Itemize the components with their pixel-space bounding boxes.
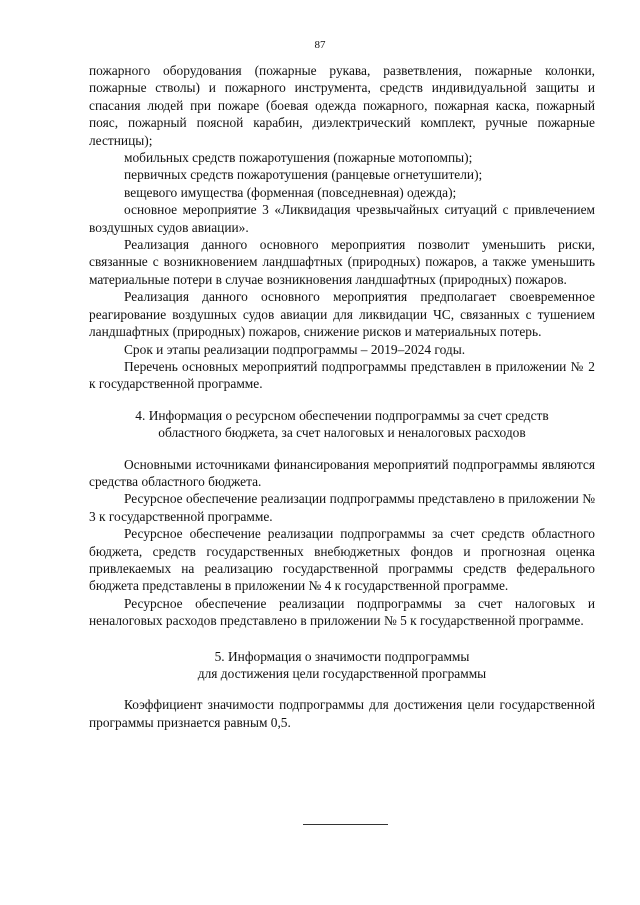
- paragraph: Ресурсное обеспечение реализации подпрограммы представлено в приложении № 3 к государственной программе.: [89, 491, 595, 524]
- paragraph: основное мероприятие 3 «Ликвидация чрезвычайных ситуаций с привлечением воздушных судов авиации».: [89, 202, 595, 235]
- paragraph: первичных средств пожаротушения (ранцевые огнетушители);: [124, 167, 483, 183]
- paragraph: мобильных средств пожаротушения (пожарные мотопомпы);: [124, 150, 473, 166]
- section-heading-line: 5. Информация о значимости подпрограммы: [214, 648, 470, 664]
- paragraph: Ресурсное обеспечение реализации подпрограммы за счет налоговых и неналоговых расходов представлено в приложении № 5 к государственной программе.: [89, 595, 595, 629]
- page-number: 87: [314, 39, 326, 51]
- document-body: [89, 62, 595, 731]
- section-5-heading: [89, 648, 595, 683]
- paragraph: Ресурсное обеспечение реализации подпрограммы за счет средств областного бюджета, средств государственных внебюджетных фондов и прогнозная оценка привлекаемых на реализацию государственной программы средств федерального бюджета представлены в приложении № 4 к государственной программе.: [89, 526, 595, 594]
- paragraph: Основными источниками финансирования мероприятий подпрограммы являются средства областного бюджета.: [89, 456, 595, 489]
- paragraph: вещевого имущества (форменная (повседневная) одежда);: [124, 184, 457, 200]
- section-heading-line: для достижения цели государственной программы: [197, 666, 487, 681]
- paragraph: Коэффициент значимости подпрограммы для достижения цели государственной программы признается равным 0,5.: [89, 697, 595, 730]
- section-heading-line: 4. Информация о ресурсном обеспечении подпрограммы за счет средств: [135, 407, 549, 423]
- paragraph: Перечень основных мероприятий подпрограммы представлен в приложении № 2 к государственной программе.: [89, 358, 595, 392]
- paragraph: Срок и этапы реализации подпрограммы – 2019–2024 годы.: [124, 341, 466, 357]
- section-4-heading: [89, 407, 595, 442]
- end-separator-line: [303, 824, 388, 825]
- paragraph: Реализация данного основного мероприятия предполагает своевременное реагирование воздушных судов авиации для ликвидации ЧС, связанных с тушением ландшафтных (природных) пожаров, снижение рисков и материальных потерь.: [89, 289, 595, 340]
- paragraph: пожарного оборудования (пожарные рукава, разветвления, пожарные колонки, пожарные стволы) и пожарного инструмента, средств индивидуальной защиты и спасания людей при пожаре (боевая одежда пожарного, пожарная каска, пожарный пояс, пожарный поясной карабин, диэлектрический комплект, ручные пожарные лестницы);: [89, 63, 595, 148]
- section-heading-line: областного бюджета, за счет налоговых и неналоговых расходов: [158, 425, 526, 441]
- paragraph: Реализация данного основного мероприятия позволит уменьшить риски, связанные с возникновением ландшафтных (природных) пожаров, а также уменьшить материальные потери в случае возникновения ландшафтных (природных) пожаров.: [89, 237, 595, 287]
